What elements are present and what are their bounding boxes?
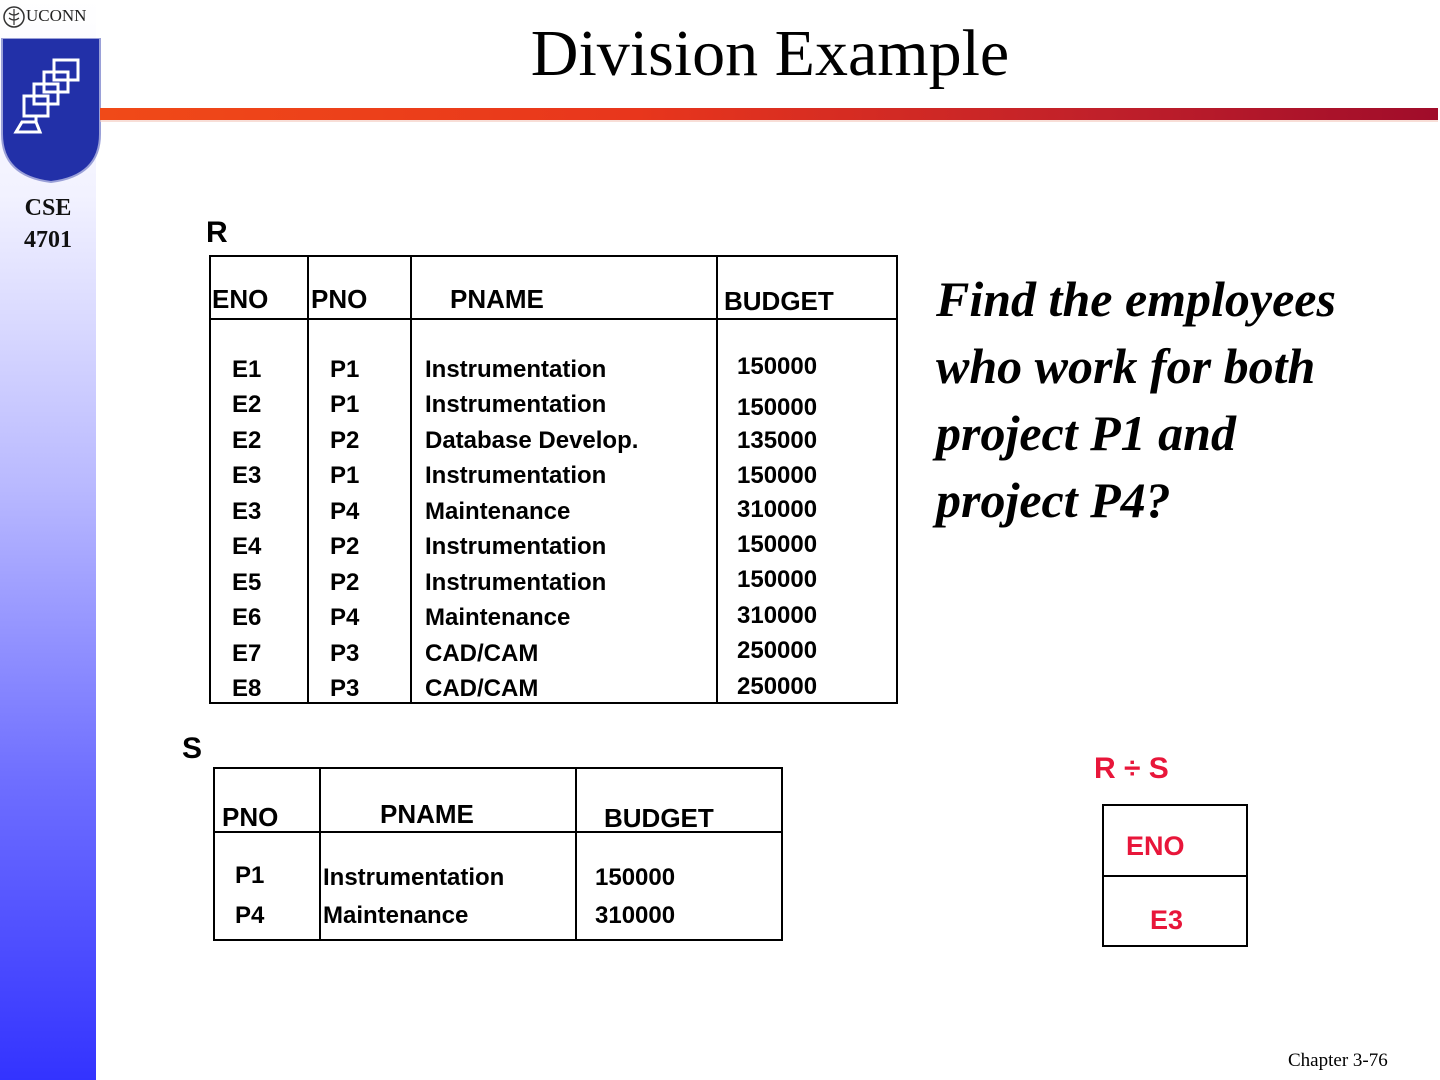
table-r-cell-budget: 150000 [737, 462, 818, 489]
table-r-cell-budget: 150000 [737, 394, 818, 421]
table-r-cell-budget: 150000 [737, 566, 818, 593]
title-divider [100, 108, 1438, 120]
table-r-cell-budget: 250000 [737, 637, 818, 664]
slide-footer: Chapter 3-76 [1288, 1050, 1388, 1071]
table-s-col-divider [319, 767, 321, 941]
table-s-header-pname: PNAME [380, 799, 474, 829]
table-r-cell-pname: Instrumentation [425, 569, 607, 596]
table-r-cell-pname: Instrumentation [425, 391, 607, 418]
table-r-cell-budget: 135000 [737, 427, 818, 454]
table-r-col-divider [410, 255, 412, 704]
table-r-cell-pname: Instrumentation [425, 462, 607, 489]
table-r-cell-pname: Instrumentation [425, 533, 607, 560]
table-r-cell-pname: Maintenance [425, 604, 571, 631]
course-name: CSE [24, 195, 72, 221]
table-r-cell-eno: E6 [232, 604, 262, 631]
table-r-cell-pno: P3 [330, 675, 360, 702]
table-r-cell-pno: P4 [330, 498, 360, 525]
table-r-cell-eno: E8 [232, 675, 262, 702]
table-r-cell-pno: P1 [330, 462, 360, 489]
table-r-header-pno: PNO [311, 284, 368, 314]
table-r-cell-eno: E1 [232, 356, 262, 383]
table-r-cell-pno: P2 [330, 533, 360, 560]
table-r-cell-eno: E2 [232, 391, 262, 418]
table-r-col-divider [307, 255, 309, 704]
table-r-cell-pno: P4 [330, 604, 360, 631]
table-s-cell-budget: 150000 [595, 864, 676, 891]
table-r-cell-pname: Maintenance [425, 498, 571, 525]
table-r-cell-pno: P2 [330, 427, 360, 454]
slide-title: Division Example [530, 17, 1010, 90]
result-label: R ÷ S [1094, 752, 1169, 785]
table-s-cell-pname: Instrumentation [323, 864, 505, 891]
title-divider-shadow [100, 120, 1438, 122]
table-r-cell-eno: E7 [232, 640, 262, 667]
table-r-cell-pname: CAD/CAM [425, 675, 539, 702]
uconn-wordmark: UCONN [26, 6, 87, 25]
table-r-cell-eno: E3 [232, 498, 262, 525]
table-s-cell-pno: P4 [235, 902, 265, 929]
table-r-cell-budget: 310000 [737, 496, 818, 523]
course-number: 4701 [24, 227, 72, 253]
table-s-col-divider [575, 767, 577, 941]
table-r-cell-pno: P1 [330, 356, 360, 383]
table-r-cell-pno: P3 [330, 640, 360, 667]
table-r-cell-eno: E3 [232, 462, 262, 489]
table-s-cell-budget: 310000 [595, 902, 676, 929]
table-r-header-pname: PNAME [450, 284, 544, 314]
table-r-header-divider [209, 318, 898, 320]
table-r-label: R [206, 216, 228, 249]
question-text: Find the employees who work for both project P1 and project P4? [936, 271, 1336, 528]
table-r-cell-eno: E5 [232, 569, 262, 596]
table-r-cell-budget: 250000 [737, 673, 818, 700]
result-header-eno: ENO [1126, 831, 1185, 861]
course-code [0, 192, 96, 256]
table-s-frame [213, 767, 783, 941]
table-s-header-budget: BUDGET [604, 803, 714, 833]
table-r-cell-eno: E4 [232, 533, 262, 560]
result-value: E3 [1150, 905, 1184, 935]
table-r-cell-budget: 150000 [737, 353, 818, 380]
table-s-label: S [182, 732, 203, 765]
table-r-col-divider [716, 255, 718, 704]
table-r-header-eno: ENO [212, 284, 269, 314]
table-r-cell-pno: P2 [330, 569, 360, 596]
table-r-cell-budget: 150000 [737, 531, 818, 558]
cse-logo-icon [0, 38, 102, 184]
table-r-cell-eno: E2 [232, 427, 262, 454]
table-r-cell-pname: Instrumentation [425, 356, 607, 383]
table-r-cell-pno: P1 [330, 391, 360, 418]
table-r-cell-pname: CAD/CAM [425, 640, 539, 667]
result-table-divider [1102, 875, 1248, 877]
table-s-cell-pno: P1 [235, 862, 265, 889]
table-r-cell-pname: Database Develop. [425, 427, 639, 454]
table-r-cell-budget: 310000 [737, 602, 818, 629]
table-s-header-pno: PNO [222, 802, 279, 832]
table-r-header-budget: BUDGET [724, 286, 834, 316]
table-s-cell-pname: Maintenance [323, 902, 469, 929]
